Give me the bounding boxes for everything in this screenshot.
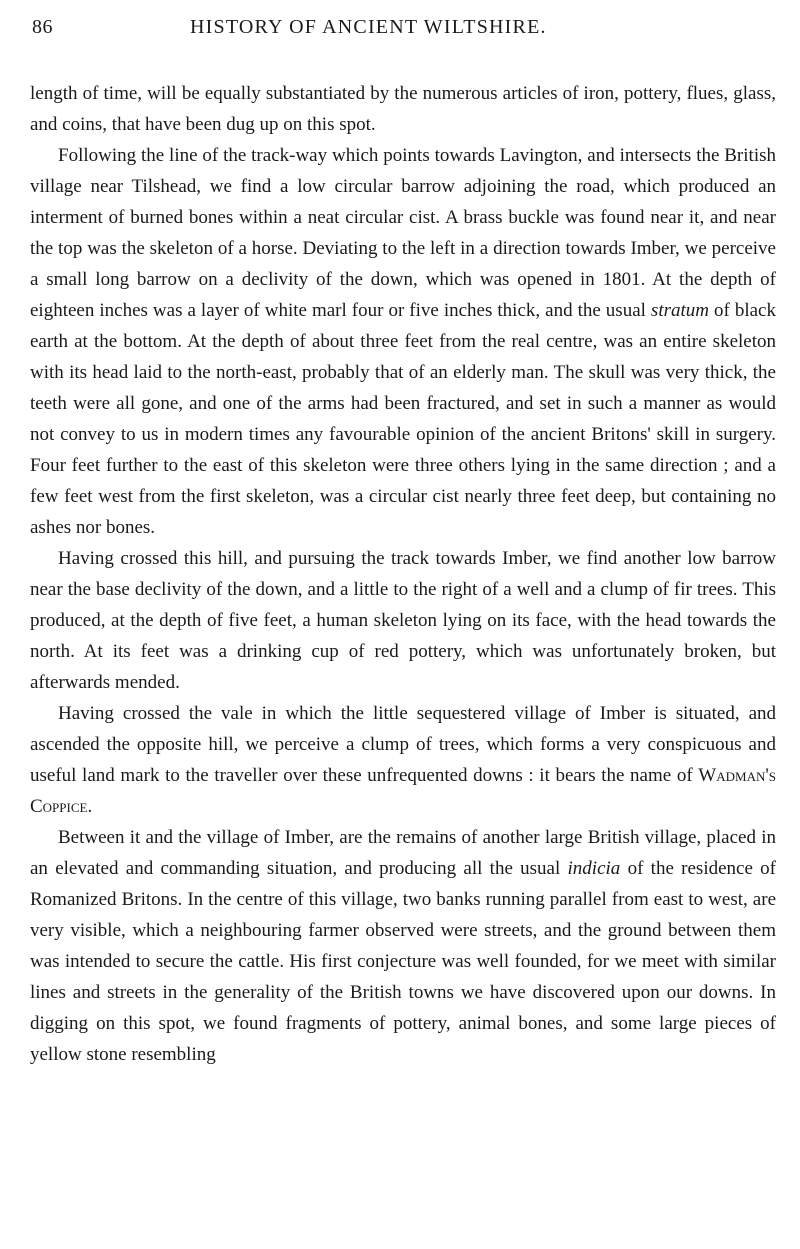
paragraph-5-text-b: of the residence of Romanized Britons. In the centre of this village, two banks running parallel from east to west, are very visible, which a neighbouring farmer observed were streets, and the ground between them was intended to secure the cattle. His first conjecture was well founded, for we meet with similar lines and streets in the generality of the British towns we have discovered upon our downs. In digging on this spot, we found fragments of pottery, animal bones, and some large pieces of yellow stone resembling (30, 858, 776, 1065)
paragraph-2-text-a: Following the line of the track-way which points towards Lavington, and intersects the British village near Tilshead, we find a low circular barrow adjoining the road, which produced an interment of burned bones within a neat circular cist. A brass buckle was found near it, and near the top was the skeleton of a horse. Deviating to the left in a direction towards Imber, we perceive a small long barrow on a declivity of the down, which was opened in 1801. At the depth of eighteen inches was a layer of white marl four or five inches thick, and the usual (30, 145, 776, 321)
page-number: 86 (32, 16, 53, 38)
paragraph-1-text: length of time, will be equally substantiated by the numerous articles of iron, pottery, flues, glass, and coins, that have been dug up on this spot. (30, 83, 776, 135)
paragraph-5 (30, 822, 776, 1070)
wadmans-coppice-smallcaps: Wadman's Coppice (30, 765, 776, 817)
paragraph-2-text-b: of black earth at the bottom. At the depth of about three feet from the real centre, was an entire skeleton with its head laid to the north-east, probably that of an elderly man. The skull was very thick, the teeth were all gone, and one of the arms had been fractured, and set in such a manner as would not convey to us in modern times any favourable opinion of the ancient Britons' skill in surgery. Four feet further to the east of this skeleton were three others lying in the same direction ; and a few feet west from the first skeleton, was a circular cist nearly three feet deep, but containing no ashes nor bones. (30, 300, 776, 538)
paragraph-4 (30, 698, 776, 822)
body-text (30, 78, 776, 1070)
indicia-italic: indicia (567, 858, 621, 879)
paragraph-4-text-b: . (87, 796, 93, 817)
paragraph-1 (30, 78, 776, 140)
running-title: HISTORY OF ANCIENT WILTSHIRE. (190, 16, 547, 38)
paragraph-4-text-a: Having crossed the vale in which the little sequestered village of Imber is situated, and ascended the opposite hill, we perceive a clump of trees, which forms a very conspicuous and useful land mark to the traveller over these unfrequented downs : it bears the name of (30, 703, 776, 786)
paragraph-5-text-a: Between it and the village of Imber, are the remains of another large British village, placed in an elevated and commanding situation, and producing all the usual (30, 827, 776, 879)
paragraph-2 (30, 140, 776, 543)
paragraph-3 (30, 543, 776, 698)
running-head (30, 12, 776, 48)
stratum-italic: stratum (650, 300, 709, 321)
paragraph-3-text: Having crossed this hill, and pursuing the track towards Imber, we find another low barrow near the base declivity of the down, and a little to the right of a well and a clump of fir trees. This produced, at the depth of five feet, a human skeleton lying on its face, with the head towards the north. At its feet was a drinking cup of red pottery, which was unfortunately broken, but afterwards mended. (30, 548, 776, 693)
